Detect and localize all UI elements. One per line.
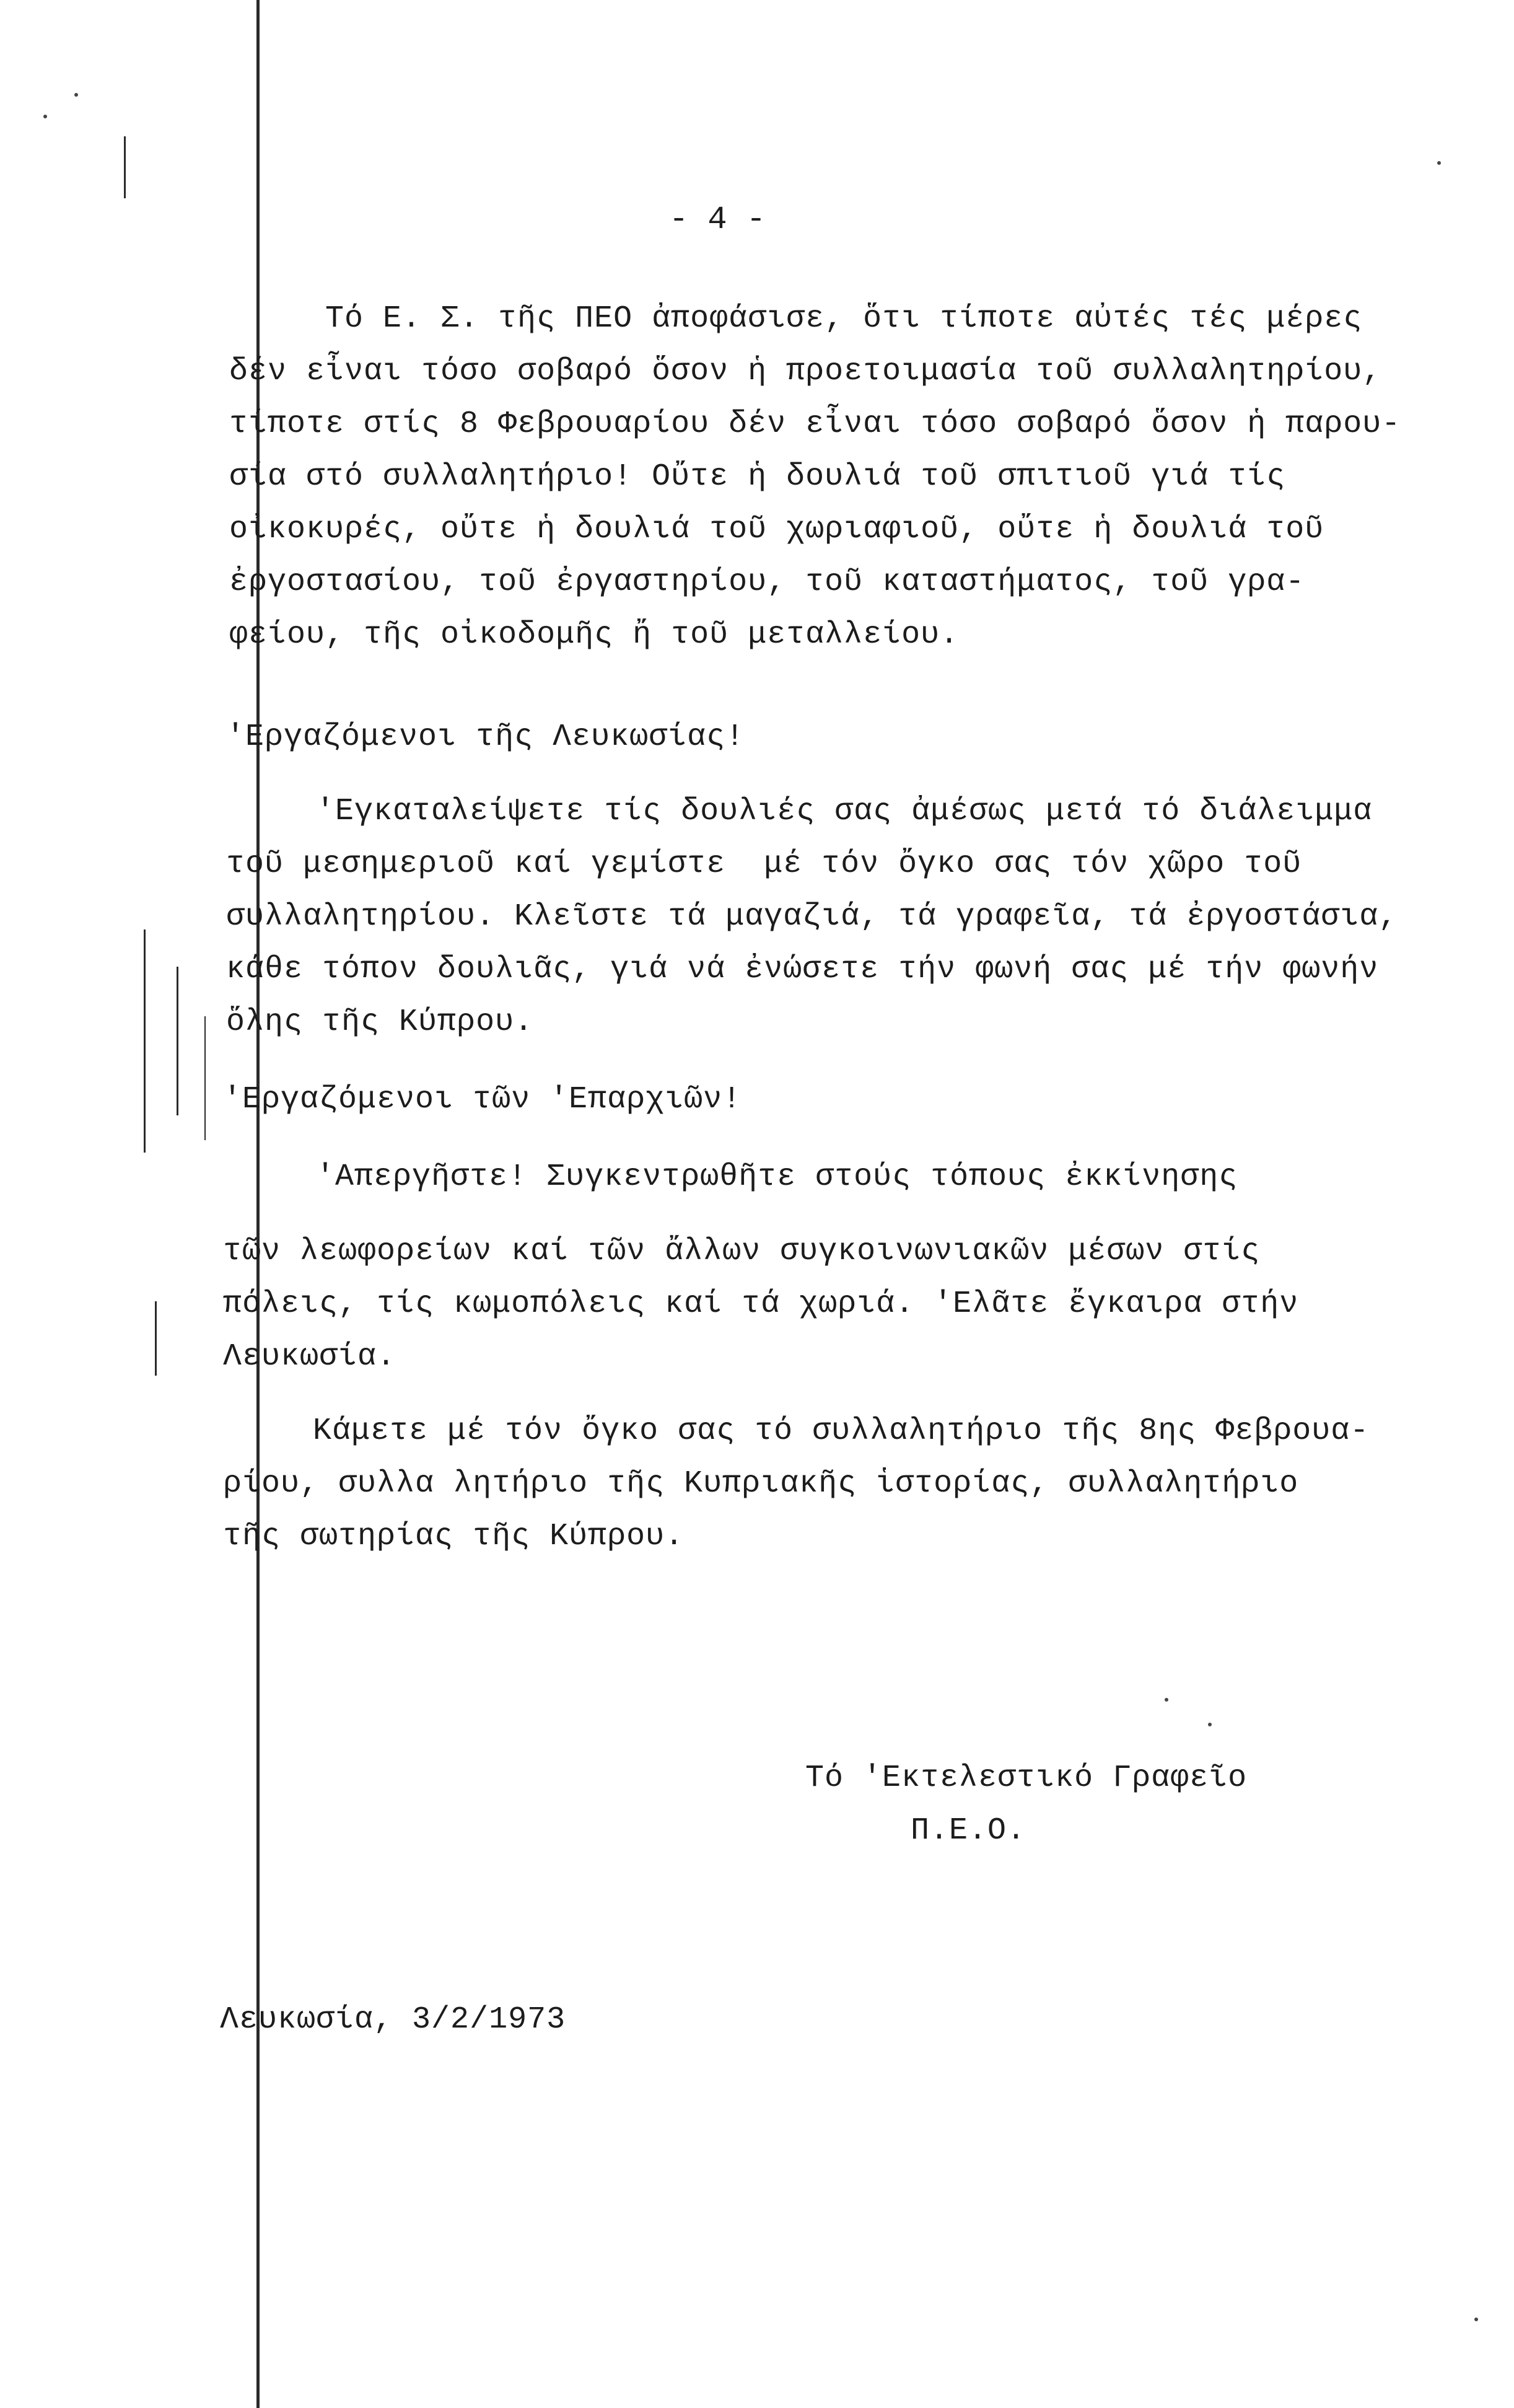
paragraph-1-line-4: σία στό συλλαλητήριο! Οὔτε ἡ δουλιά τοῦ σπιτιοῦ γιά τίς [229,459,1286,494]
signature-organization: Π.Ε.Ο. [911,1813,1026,1848]
heading-nicosia-workers: 'Εργαζόμενοι τῆς Λευκωσίας! [226,719,745,755]
scan-mark-line [144,929,146,1153]
scan-speck [43,115,47,118]
scan-speck [1165,1698,1168,1702]
scan-mark-line [204,1016,206,1140]
paragraph-3-line-4: κάθε τόπον δουλιᾶς, γιά νά ἐνώσετε τήν φωνή σας μέ τήν φωνήν [226,952,1379,987]
paragraph-6-line-1: Κάμετε μέ τόν ὄγκο σας τό συλλαλητήριο τῆς 8ης Φεβρουα- [313,1413,1370,1449]
scan-speck [1474,2318,1478,2321]
paragraph-6-line-2: ρίου, συλλα λητήριο τῆς Κυπριακῆς ἱστορίας, συλλαλητήριο [223,1466,1299,1501]
paragraph-5-line-4: Λευκωσία. [223,1339,396,1374]
paragraph-5-line-3: πόλεις, τίς κωμοπόλεις καί τά χωριά. 'Ελᾶτε ἔγκαιρα στήν [223,1286,1299,1322]
paragraph-5-line-2: τῶν λεωφορείων καί τῶν ἄλλων συγκοινωνιακῶν μέσων στίς [223,1234,1261,1269]
signature-office: Τό 'Εκτελεστικό Γραφεῖο [805,1760,1248,1796]
paragraph-3-line-3: συλλαλητηρίου. Κλεῖστε τά μαγαζιά, τά γραφεῖα, τά ἐργοστάσια, [226,899,1398,934]
scan-mark-line [177,967,178,1115]
place-date: Λευκωσία, 3/2/1973 [220,2002,566,2037]
paragraph-1-line-3: τίποτε στίς 8 Φεβρουαρίου δέν εἶναι τόσο σοβαρό ὅσον ἡ παρου- [229,406,1401,442]
paragraph-1-line-6: ἐργοστασίου, τοῦ ἐργαστηρίου, τοῦ καταστήματος, τοῦ γρα- [229,565,1305,600]
paragraph-1-line-1: Τό Ε. Σ. τῆς ΠΕΟ ἀποφάσισε, ὅτι τίποτε αὐτές τές μέρες [325,301,1363,336]
scan-mark-line [155,1301,157,1376]
scan-mark-line [124,136,126,198]
scan-speck [74,93,78,97]
paragraph-5-line-1: 'Απεργῆστε! Συγκεντρωθῆτε στούς τόπους ἐκκίνησης [316,1159,1238,1195]
paragraph-1-line-5: οἰκοκυρές, οὔτε ἡ δουλιά τοῦ χωριαφιοῦ, οὔτε ἡ δουλιά τοῦ [229,512,1324,547]
paragraph-6-line-3: τῆς σωτηρίας τῆς Κύπρου. [223,1519,685,1554]
paragraph-3-line-5: ὅλης τῆς Κύπρου. [226,1004,534,1040]
paragraph-1-line-2: δέν εἶναι τόσο σοβαρό ὅσον ἡ προετοιμασία τοῦ συλλαλητηρίου, [229,354,1382,389]
paragraph-3-line-2: τοῦ μεσημεριοῦ καί γεμίστε μέ τόν ὄγκο σας τόν χῶρο τοῦ [226,846,1302,882]
page-number: - 4 - [669,201,766,238]
scan-speck [1437,161,1441,165]
paragraph-3-line-1: 'Εγκαταλείψετε τίς δουλιές σας ἀμέσως μετά τό διάλειμμα [316,794,1373,829]
scan-speck [1208,1723,1212,1726]
heading-district-workers: 'Εργαζόμενοι τῶν 'Επαρχιῶν! [223,1082,742,1117]
paragraph-1-line-7: φείου, τῆς οἰκοδομῆς ἤ τοῦ μεταλλείου. [229,617,960,653]
